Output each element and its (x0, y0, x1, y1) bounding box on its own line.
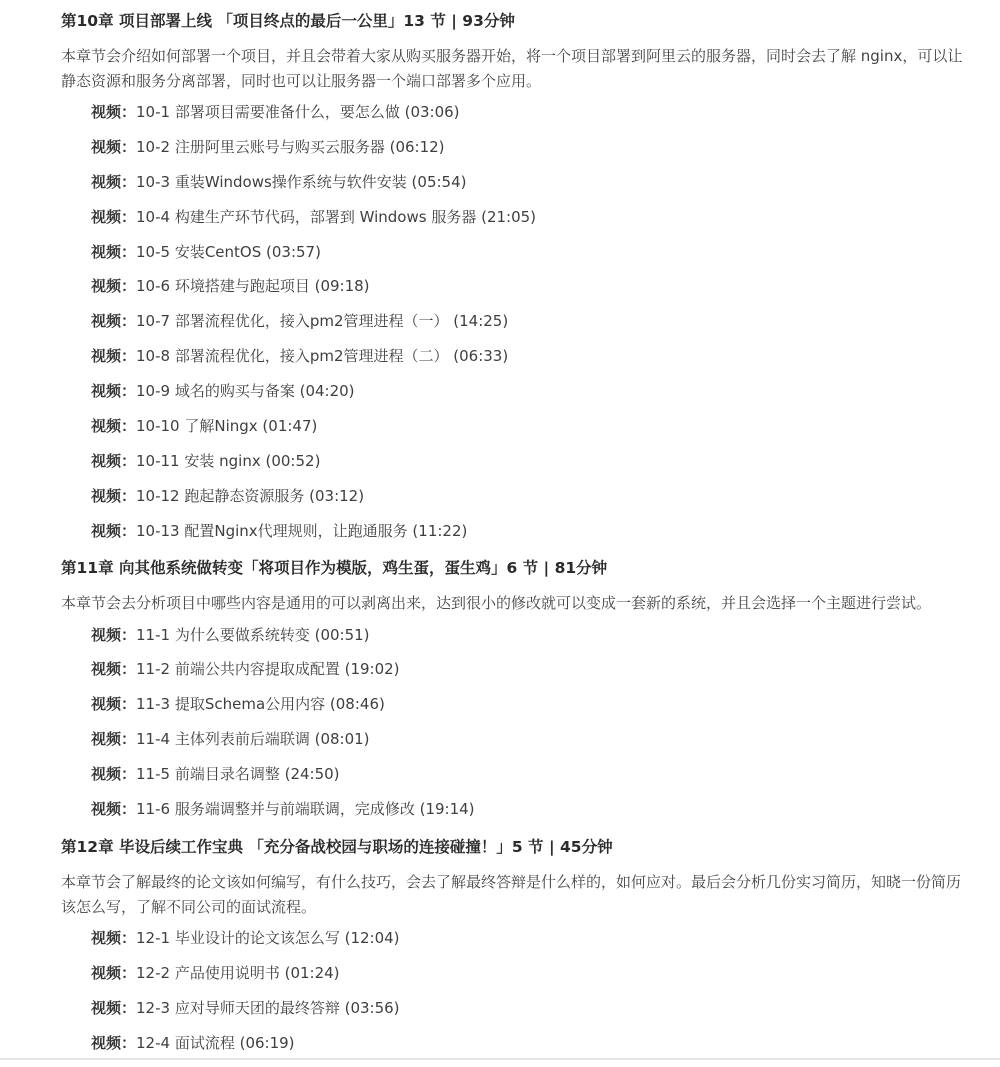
lesson-item[interactable] (91, 1032, 972, 1067)
lesson-item[interactable] (91, 275, 972, 310)
lesson-item[interactable] (91, 345, 972, 380)
lesson-item[interactable] (91, 624, 972, 659)
lesson-title[interactable]: 12-1 毕业设计的论文该怎么写 (12:04) (136, 929, 400, 947)
video-label: 视频： (91, 312, 137, 331)
lesson-title[interactable]: 11-4 主体列表前后端联调 (08:01) (136, 730, 370, 749)
lesson-item[interactable] (91, 927, 972, 962)
video-label: 视频： (91, 417, 137, 436)
lesson-title[interactable]: 10-6 环境搭建与跑起项目 (09:18) (136, 277, 370, 296)
video-label: 视频： (91, 765, 137, 784)
video-label: 视频： (91, 799, 137, 818)
lesson-item[interactable] (91, 241, 972, 276)
video-label: 视频： (91, 998, 137, 1017)
video-label: 视频： (91, 1033, 137, 1052)
video-label: 视频： (91, 347, 137, 366)
lesson-item[interactable] (91, 450, 972, 485)
lesson-item[interactable] (91, 485, 972, 520)
video-label: 视频： (91, 695, 137, 714)
lesson-title[interactable]: 10-5 安装CentOS (03:57) (136, 242, 321, 261)
video-label: 视频： (91, 730, 137, 749)
lesson-title[interactable]: 10-4 构建生产环节代码，部署到 Windows 服务器 (21:05) (136, 207, 537, 226)
video-label: 视频： (91, 963, 137, 982)
lesson-item[interactable] (91, 520, 972, 555)
lesson-title[interactable]: 11-3 提取Schema公用内容 (08:46) (136, 695, 385, 714)
lesson-item[interactable] (91, 798, 972, 833)
lesson-title[interactable]: 10-1 部署项目需要准备什么，要怎么做 (03:06) (136, 103, 460, 121)
lesson-title[interactable]: 10-12 跑起静态资源服务 (03:12) (136, 486, 365, 505)
lesson-title[interactable]: 11-6 服务端调整并与前端联调，完成修改 (19:14) (136, 799, 475, 818)
chapter-10 (61, 10, 972, 555)
lesson-title[interactable]: 10-13 配置Nginx代理规则，让跑通服务 (11:22) (136, 521, 468, 540)
lesson-list (61, 101, 972, 555)
video-label: 视频： (91, 242, 137, 261)
video-label: 视频： (91, 660, 137, 679)
lesson-title[interactable]: 12-2 产品使用说明书 (01:24) (136, 963, 340, 982)
lesson-title[interactable]: 10-7 部署流程优化，接入pm2管理进程（一） (14:25) (136, 312, 509, 331)
chapter-title: 第11章 向其他系统做转变「将项目作为模版，鸡生蛋，蛋生鸡」6 节 | 81分钟 (61, 559, 608, 577)
chapter-12 (61, 836, 972, 1067)
lesson-item[interactable] (91, 997, 972, 1032)
video-label: 视频： (91, 929, 137, 947)
lesson-item[interactable] (91, 693, 972, 728)
video-label: 视频： (91, 277, 137, 296)
video-label: 视频： (91, 451, 137, 470)
video-label: 视频： (91, 521, 137, 540)
lesson-item[interactable] (91, 310, 972, 345)
lesson-item[interactable] (91, 962, 972, 997)
lesson-list (61, 927, 972, 1067)
chapter-description: 本章节会去分析项目中哪些内容是通用的可以剥离出来，达到很小的修改就可以变成一套新的系统，并且会选择一个主题进行尝试。 (61, 594, 932, 612)
chapter-title: 第10章 项目部署上线 「项目终点的最后一公里」13 节 | 93分钟 (61, 12, 515, 30)
lesson-title[interactable]: 12-4 面试流程 (06:19) (136, 1033, 295, 1052)
video-label: 视频： (91, 172, 137, 191)
lesson-item[interactable] (91, 101, 972, 136)
lesson-title[interactable]: 10-10 了解Ningx (01:47) (136, 417, 318, 436)
video-label: 视频： (91, 625, 137, 644)
video-label: 视频： (91, 486, 137, 505)
lesson-title[interactable]: 10-9 域名的购买与备案 (04:20) (136, 382, 355, 401)
video-label: 视频： (91, 137, 137, 156)
lesson-title[interactable]: 11-2 前端公共内容提取成配置 (19:02) (136, 660, 400, 679)
chapter-11 (61, 557, 972, 833)
lesson-item[interactable] (91, 728, 972, 763)
lesson-title[interactable]: 11-1 为什么要做系统转变 (00:51) (136, 625, 370, 644)
lesson-item[interactable] (91, 136, 972, 171)
lesson-title[interactable]: 10-11 安装 nginx (00:52) (136, 451, 321, 470)
lesson-item[interactable] (91, 763, 972, 798)
lesson-item[interactable] (91, 206, 972, 241)
chapter-title: 第12章 毕设后续工作宝典 「充分备战校园与职场的连接碰撞！」5 节 | 45分钟 (61, 838, 613, 856)
video-label: 视频： (91, 207, 137, 226)
lesson-item[interactable] (91, 171, 972, 206)
lesson-item[interactable] (91, 380, 972, 415)
lesson-title[interactable]: 10-8 部署流程优化，接入pm2管理进程（二） (06:33) (136, 347, 509, 366)
lesson-title[interactable]: 11-5 前端目录名调整 (24:50) (136, 765, 340, 784)
lesson-item[interactable] (91, 658, 972, 693)
lesson-title[interactable]: 10-3 重装Windows操作系统与软件安装 (05:54) (136, 172, 467, 191)
chapter-description: 本章节会介绍如何部署一个项目，并且会带着大家从购买服务器开始，将一个项目部署到阿里云的服务器，同时会去了解 nginx，可以让静态资源和服务分离部署，同时也可以让服务器一个端口部署多个应用。 (61, 47, 963, 90)
chapter-description: 本章节会了解最终的论文该如何编写，有什么技巧，会去了解最终答辩是什么样的，如何应对。最后会分析几份实习简历，知晓一份简历该怎么写，了解不同公司的面试流程。 (61, 873, 962, 916)
lesson-title[interactable]: 10-2 注册阿里云账号与购买云服务器 (06:12) (136, 137, 445, 156)
lesson-title[interactable]: 12-3 应对导师天团的最终答辩 (03:56) (136, 998, 400, 1017)
video-label: 视频： (91, 103, 137, 121)
lesson-item[interactable] (91, 415, 972, 450)
lesson-list (61, 624, 972, 833)
video-label: 视频： (91, 382, 137, 401)
